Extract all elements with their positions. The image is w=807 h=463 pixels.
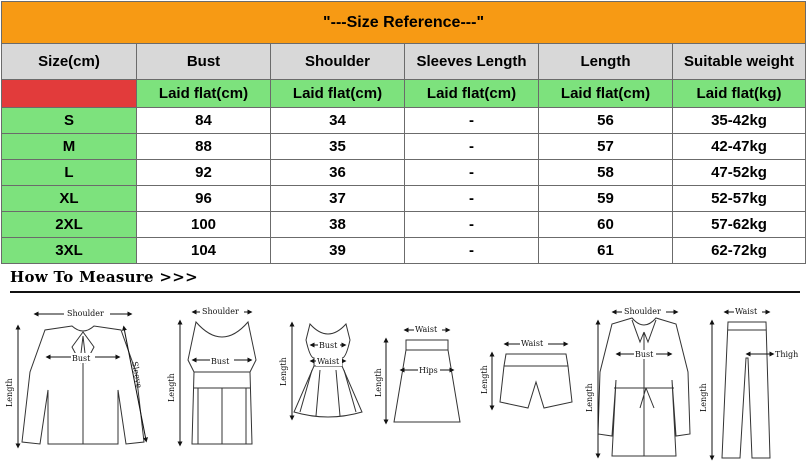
bust-cell: 92 [137, 160, 271, 186]
shoulder-label: Shoulder [202, 307, 239, 316]
length-cell: 56 [539, 108, 673, 134]
sleeves-length-cell: - [405, 134, 539, 160]
bust-label: Bust [319, 341, 338, 350]
weight-cell: 62-72kg [673, 238, 806, 264]
sleeves-length-cell: - [405, 186, 539, 212]
length-label: Length [5, 378, 14, 407]
unit-sleeves-length: Laid flat(cm) [405, 80, 539, 108]
table-row [2, 212, 806, 238]
header-bust: Bust [137, 44, 271, 80]
bust-cell: 88 [137, 134, 271, 160]
header-size: Size(cm) [2, 44, 137, 80]
hips-label: Hips [419, 366, 438, 375]
weight-cell: 47-52kg [673, 160, 806, 186]
sleeve-label: Sleeve [130, 360, 144, 389]
table-row [2, 238, 806, 264]
bust-label: Bust [72, 354, 91, 363]
size-cell: M [2, 134, 137, 160]
shoulder-cell: 34 [271, 108, 405, 134]
tank-top-diagram [167, 306, 256, 444]
bust-cell: 96 [137, 186, 271, 212]
waist-label: Waist [415, 325, 438, 334]
shoulder-label: Shoulder [624, 307, 661, 316]
shoulder-cell: 39 [271, 238, 405, 264]
weight-cell: 42-47kg [673, 134, 806, 160]
how-to-measure-section [0, 262, 807, 463]
length-label: Length [699, 383, 708, 412]
bust-label: Bust [635, 350, 654, 359]
bust-cell: 104 [137, 238, 271, 264]
sleeves-length-cell: - [405, 160, 539, 186]
shoulder-cell: 38 [271, 212, 405, 238]
header-sleeves-length: Sleeves Length [405, 44, 539, 80]
how-to-measure-heading: How To Measure >>> [10, 268, 198, 286]
length-label: Length [167, 373, 176, 402]
length-cell: 60 [539, 212, 673, 238]
length-cell: 58 [539, 160, 673, 186]
sleeves-length-cell: - [405, 238, 539, 264]
shoulder-label: Shoulder [67, 309, 104, 318]
length-label: Length [480, 365, 489, 394]
header-suitable-weight: Suitable weight [673, 44, 806, 80]
length-label: Length [374, 368, 383, 397]
size-cell: XL [2, 186, 137, 212]
shoulder-cell: 37 [271, 186, 405, 212]
size-cell: 3XL [2, 238, 137, 264]
table-row [2, 186, 806, 212]
bust-label: Bust [211, 357, 230, 366]
length-label: Length [279, 357, 288, 386]
table-title: "---Size Reference---" [2, 2, 806, 44]
skirt-diagram [374, 325, 460, 422]
sleeves-length-cell: - [405, 212, 539, 238]
header-row [2, 44, 806, 80]
table-row [2, 108, 806, 134]
sleeves-length-cell: - [405, 108, 539, 134]
table-row [2, 134, 806, 160]
size-cell: 2XL [2, 212, 137, 238]
shoulder-cell: 35 [271, 134, 405, 160]
weight-cell: 57-62kg [673, 212, 806, 238]
unit-row [2, 80, 806, 108]
unit-bust: Laid flat(cm) [137, 80, 271, 108]
bust-cell: 100 [137, 212, 271, 238]
size-cell: S [2, 108, 137, 134]
unit-shoulder: Laid flat(cm) [271, 80, 405, 108]
shoulder-cell: 36 [271, 160, 405, 186]
unit-weight: Laid flat(kg) [673, 80, 806, 108]
waist-label: Waist [317, 357, 340, 366]
unit-corner-cell [2, 80, 137, 108]
length-cell: 59 [539, 186, 673, 212]
shorts-diagram [480, 339, 572, 408]
waist-label: Waist [735, 307, 758, 316]
trousers-diagram [699, 307, 798, 458]
waist-label: Waist [521, 339, 544, 348]
coat-diagram [585, 306, 690, 456]
unit-length: Laid flat(cm) [539, 80, 673, 108]
header-shoulder: Shoulder [271, 44, 405, 80]
size-reference-table [1, 1, 806, 264]
length-cell: 61 [539, 238, 673, 264]
header-length: Length [539, 44, 673, 80]
measurement-diagrams [0, 262, 807, 463]
length-label: Length [585, 383, 594, 412]
size-cell: L [2, 160, 137, 186]
weight-cell: 35-42kg [673, 108, 806, 134]
dress-diagram [279, 324, 362, 418]
bust-cell: 84 [137, 108, 271, 134]
thigh-label: Thigh [775, 350, 799, 359]
weight-cell: 52-57kg [673, 186, 806, 212]
table-row [2, 160, 806, 186]
blouse-diagram [5, 308, 146, 446]
length-cell: 57 [539, 134, 673, 160]
